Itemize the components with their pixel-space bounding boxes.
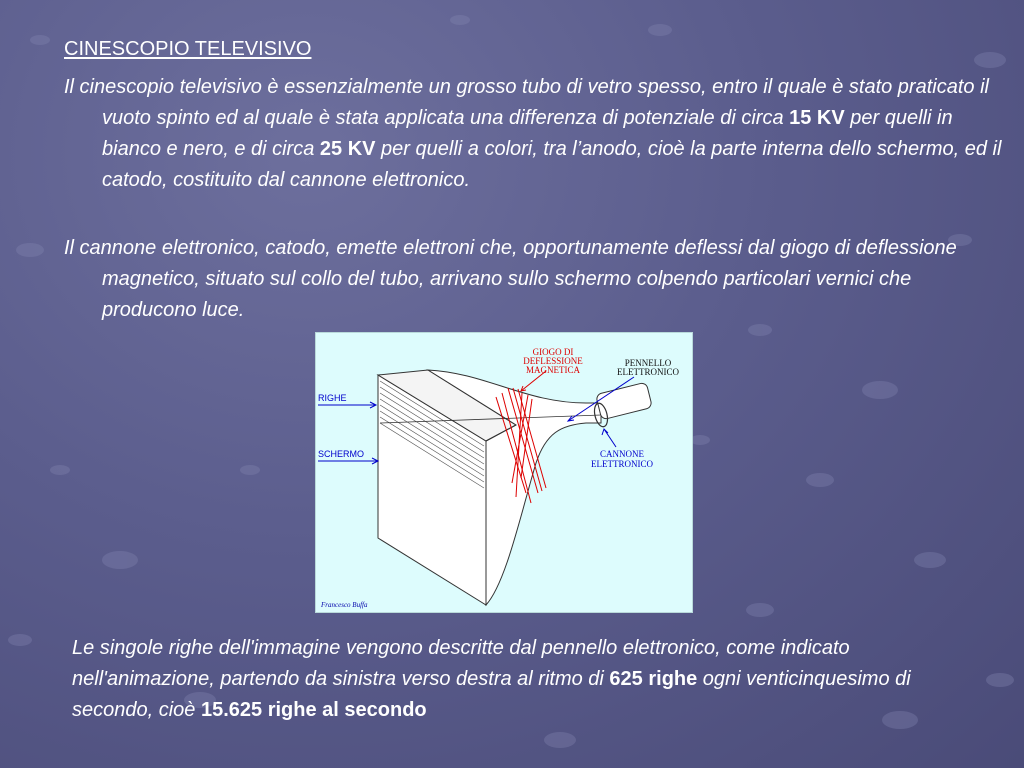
paragraph1-bold-25kv: 25 KV <box>319 138 376 160</box>
crt-diagram <box>315 332 693 613</box>
paragraph1-text-c: per quelli a colori, tra l’anodo, cioè la parte interna dello schermo, ed il catodo, costituito dal cannone elettronico. <box>102 138 1002 191</box>
slide-title: CINESCOPIO TELEVISIVO <box>64 38 312 60</box>
label-giogo-line3: MAGNETICA <box>526 365 580 375</box>
label-schermo: SCHERMO <box>318 449 365 459</box>
paragraph1-text-b: per quelli in bianco e nero, e di circa <box>102 107 953 160</box>
caption-bold-625: 625 righe <box>609 668 698 690</box>
paragraph-tube-description <box>64 72 1002 196</box>
caption-bold-15625: 15.625 righe al secondo <box>200 699 427 721</box>
caption-text-b: ogni venticinquesimo di secondo, cioè <box>72 668 911 721</box>
label-giogo-line1: GIOGO DI <box>532 347 574 357</box>
paragraph-electron-gun: Il cannone elettronico, catodo, emette elettroni che, opportunamente deflessi dal giogo di deflessione magnetico, situato sul collo del tubo, arrivano sullo schermo colpendo particolari vernici che producono luce. <box>64 237 957 321</box>
label-righe: RIGHE <box>318 393 347 403</box>
label-cannone-line1: CANNONE <box>600 449 644 459</box>
figure-credit: Francesco Buffa <box>321 601 368 609</box>
label-pennello-line2: ELETTRONICO <box>617 367 679 377</box>
label-giogo-line2: DEFLESSIONE <box>523 356 583 366</box>
caption-scan-lines <box>72 633 992 726</box>
label-cannone-line2: ELETTRONICO <box>591 459 653 469</box>
paragraph1-text-a: Il cinescopio televisivo è essenzialmente un grosso tubo di vetro spesso, entro il quale è stato praticato il vuoto spinto ed al quale è stata applicata una differenza di potenziale di circa <box>64 76 989 129</box>
crt-diagram-drawing <box>316 333 692 612</box>
paragraph1-bold-15kv: 15 KV <box>789 107 845 129</box>
tube-neck <box>596 382 653 420</box>
label-pennello-line1: PENNELLO <box>624 358 672 368</box>
caption-text-a: Le singole righe dell'immagine vengono descritte dal pennello elettronico, come indicato nell'animazione, partendo da sinistra verso destra al ritmo di <box>72 637 850 690</box>
